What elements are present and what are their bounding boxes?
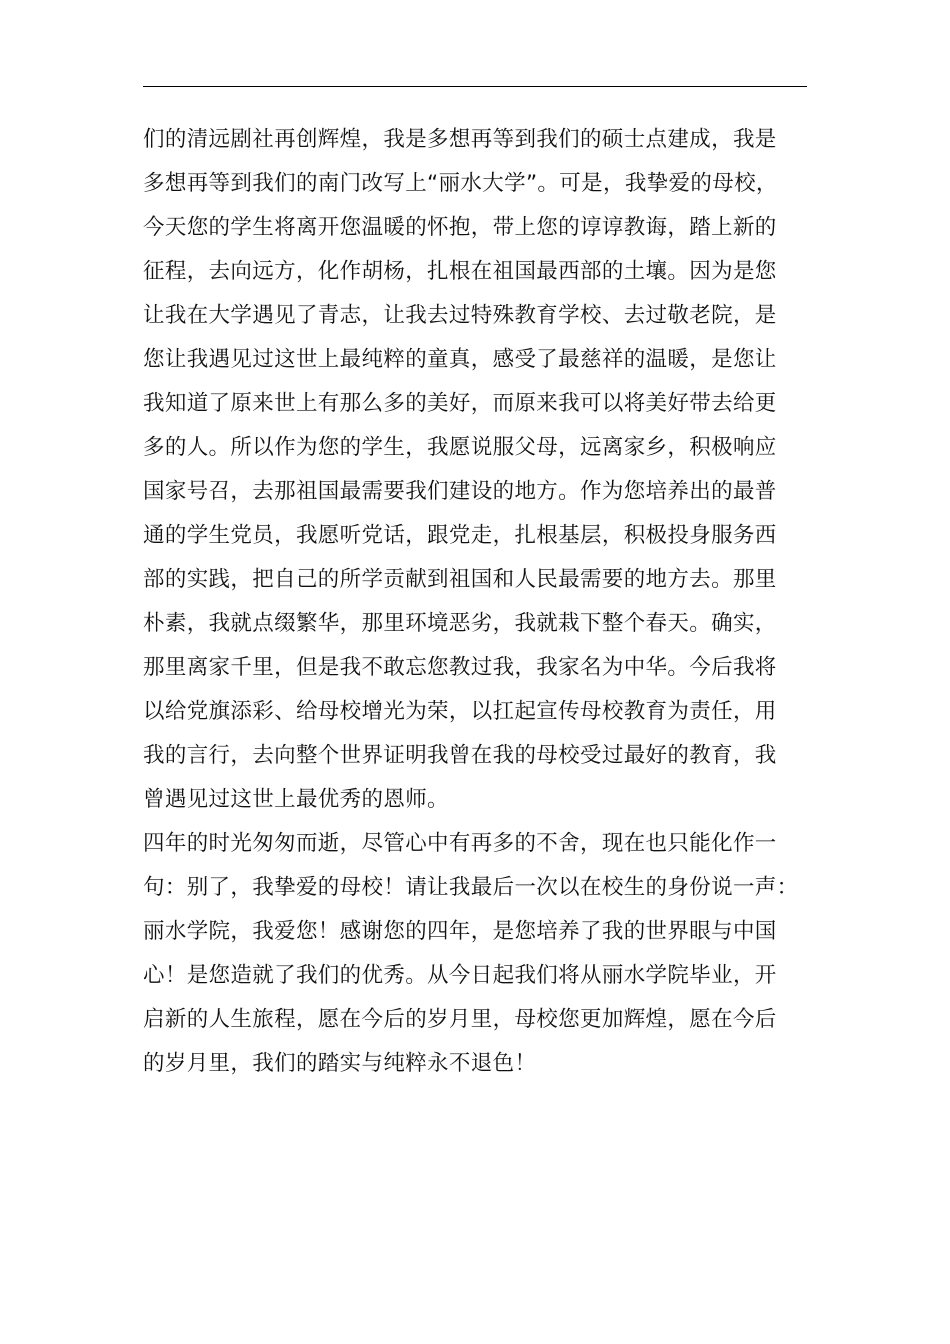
paragraph-1 — [143, 118, 813, 822]
text-line: 句：别了，我挚爱的母校！请让我最后一次以在校生的身份说一声： — [143, 875, 799, 900]
text-line: 征程，去向远方，化作胡杨，扎根在祖国最西部的土壤。因为是您 — [143, 259, 777, 284]
header-rule — [143, 86, 807, 87]
text-line: 部的实践，把自己的所学贡献到祖国和人民最需要的地方去。那里 — [143, 567, 777, 592]
text-line: 多的人。所以作为您的学生，我愿说服父母，远离家乡，积极响应 — [143, 435, 777, 460]
text-line: 多想再等到我们的南门改写上“丽水大学”。可是，我挚爱的母校， — [143, 171, 778, 196]
text-line: 今天您的学生将离开您温暖的怀抱，带上您的谆谆教诲，踏上新的 — [143, 215, 777, 240]
text-line: 国家号召，去那祖国最需要我们建设的地方。作为您培养出的最普 — [143, 479, 777, 504]
text-line: 的岁月里，我们的踏实与纯粹永不退色！ — [143, 1051, 537, 1076]
text-line: 曾遇见过这世上最优秀的恩师。 — [143, 787, 449, 812]
text-line: 让我在大学遇见了青志，让我去过特殊教育学校、去过敬老院，是 — [143, 303, 777, 328]
text-line: 丽水学院，我爱您！感谢您的四年，是您培养了我的世界眼与中国 — [143, 919, 777, 944]
text-line: 心！是您造就了我们的优秀。从今日起我们将从丽水学院毕业，开 — [143, 963, 777, 988]
text-line: 以给党旗添彩、给母校增光为荣，以扛起宣传母校教育为责任，用 — [143, 699, 777, 724]
text-line: 我的言行，去向整个世界证明我曾在我的母校受过最好的教育，我 — [143, 743, 777, 768]
text-line: 您让我遇见过这世上最纯粹的童真，感受了最慈祥的温暖，是您让 — [143, 347, 777, 372]
text-line: 那里离家千里，但是我不敢忘您教过我，我家名为中华。今后我将 — [143, 655, 777, 680]
text-line: 启新的人生旅程，愿在今后的岁月里，母校您更加辉煌，愿在今后 — [143, 1007, 777, 1032]
text-line: 通的学生党员，我愿听党话，跟党走，扎根基层，积极投身服务西 — [143, 523, 777, 548]
text-line: 四年的时光匆匆而逝，尽管心中有再多的不舍，现在也只能化作一 — [143, 831, 777, 856]
text-line: 们的清远剧社再创辉煌，我是多想再等到我们的硕士点建成，我是 — [143, 127, 777, 152]
text-line: 我知道了原来世上有那么多的美好，而原来我可以将美好带去给更 — [143, 391, 777, 416]
text-line: 朴素，我就点缀繁华，那里环境恶劣，我就栽下整个春天。确实， — [143, 611, 777, 636]
paragraph-2 — [143, 822, 813, 1086]
body-text — [143, 118, 813, 1086]
